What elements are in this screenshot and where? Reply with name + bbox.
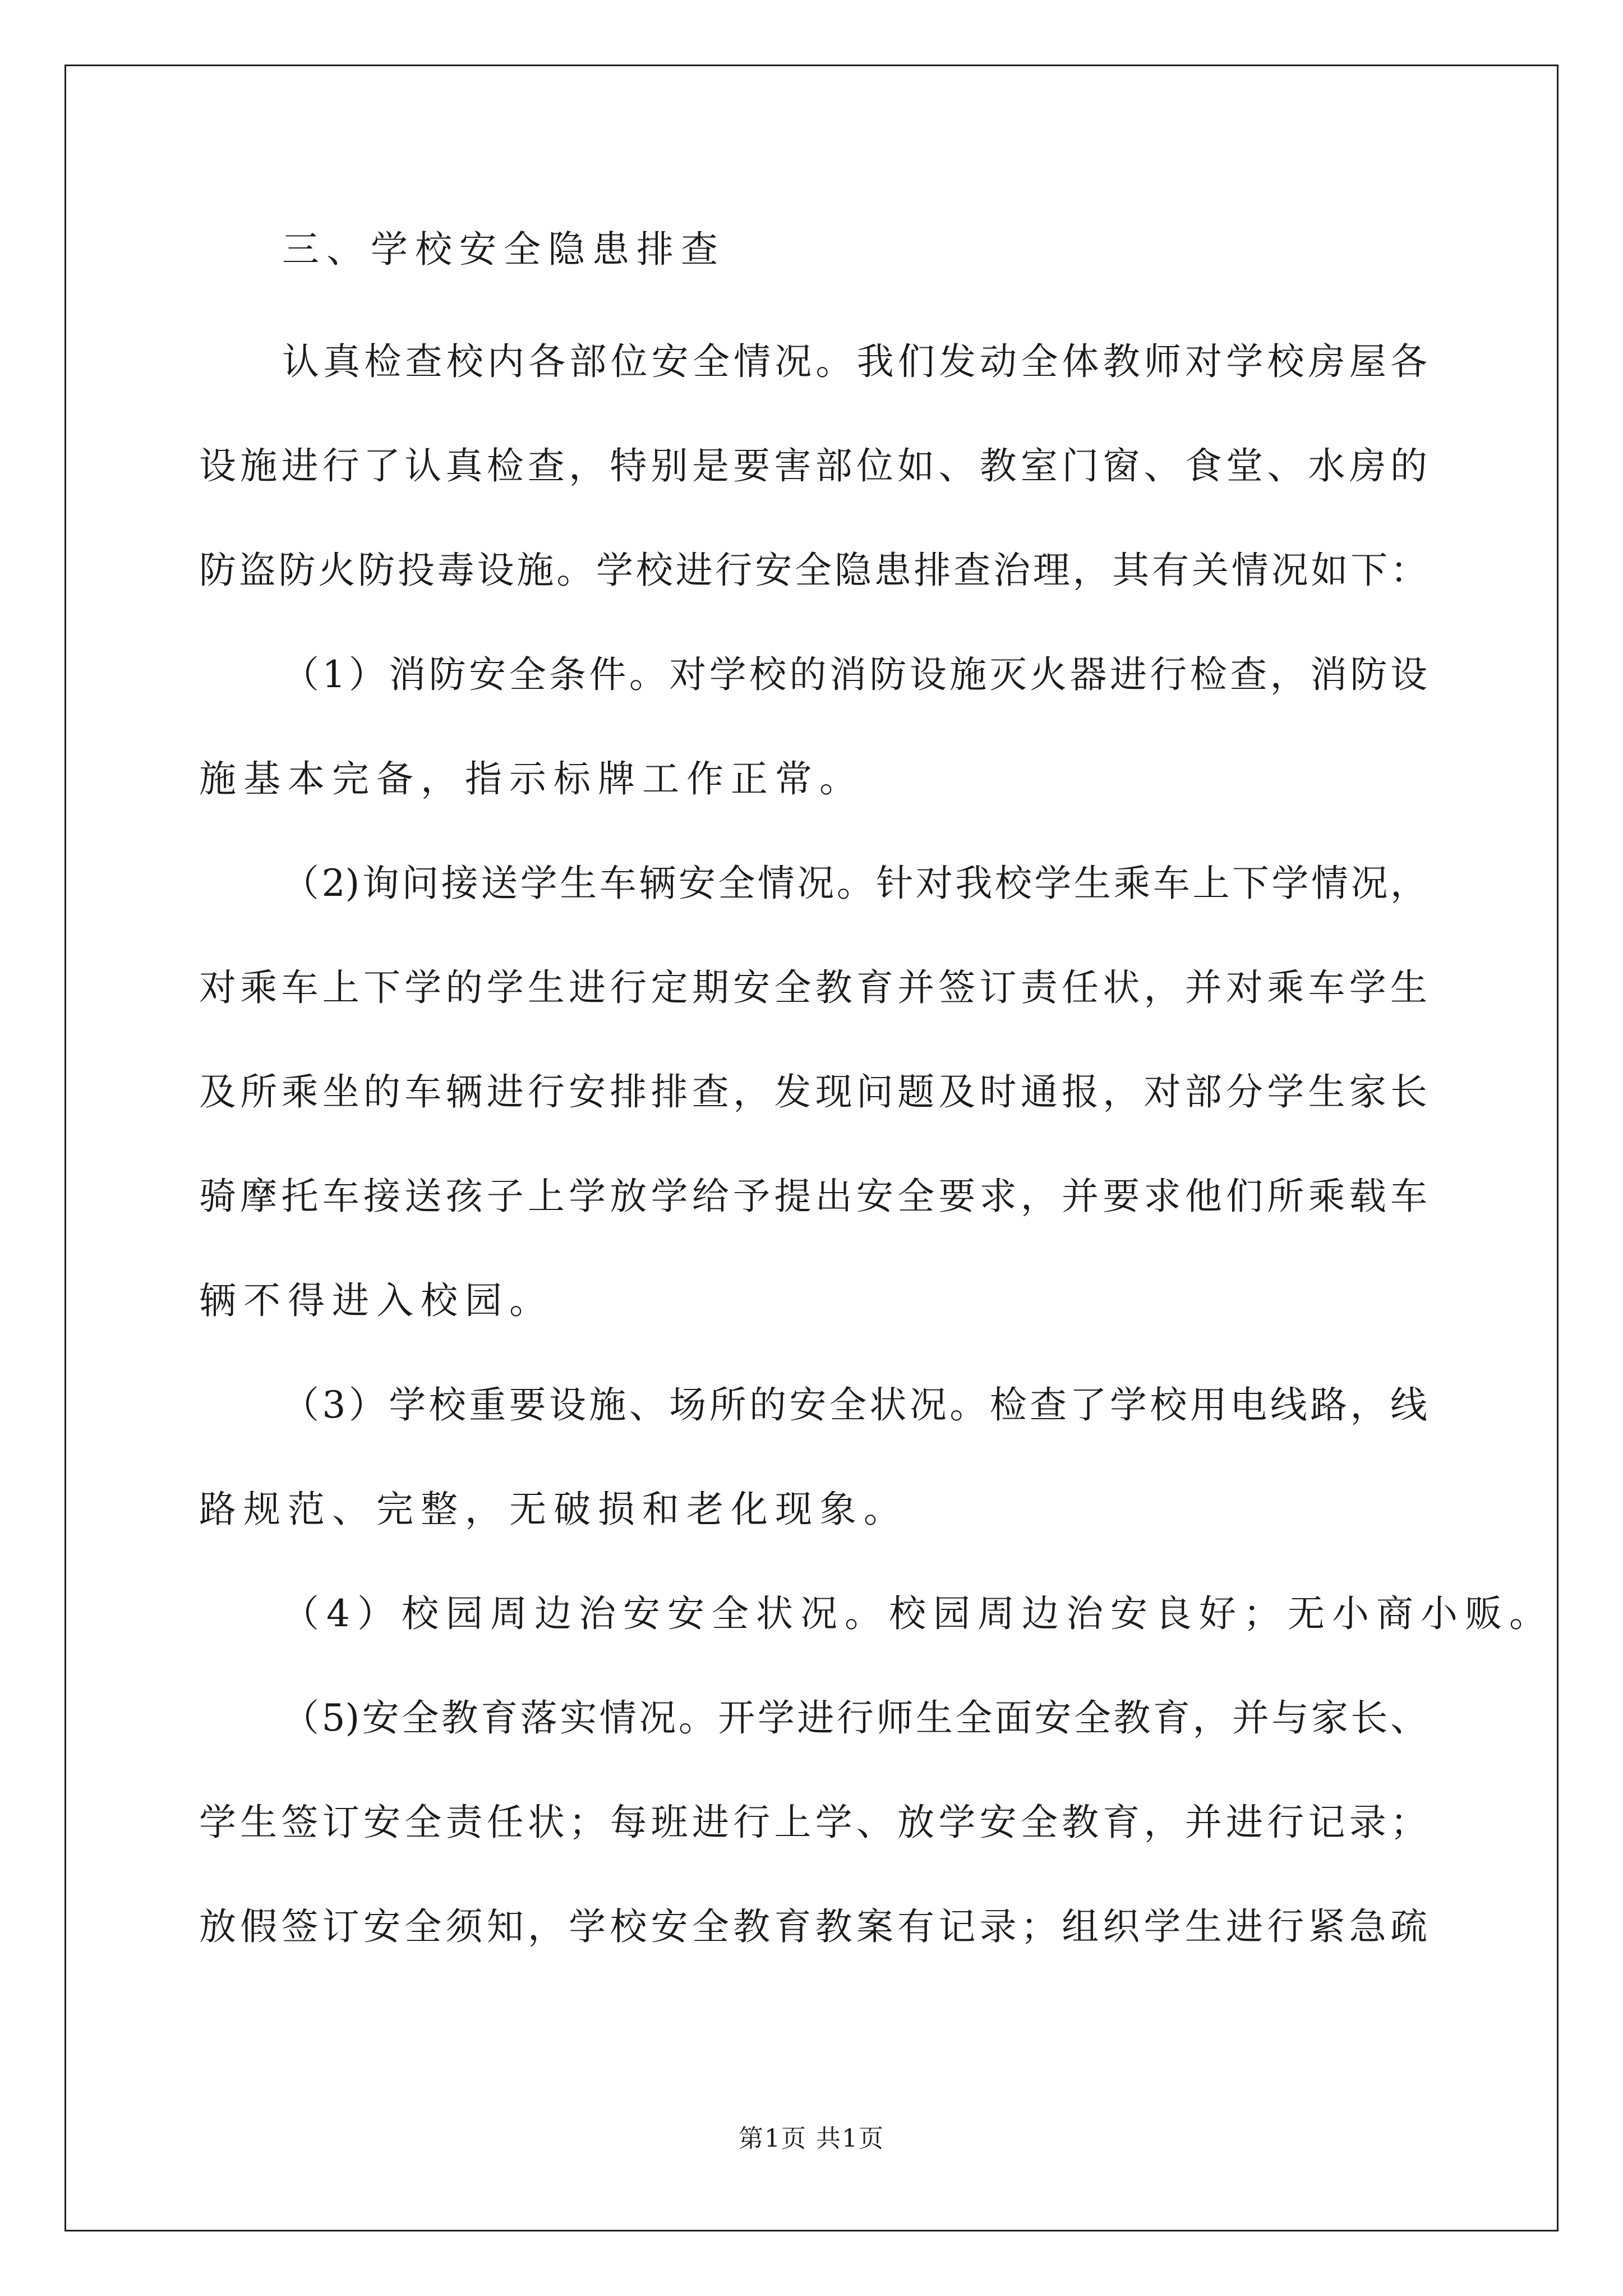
paragraph-6-line-3: 放假签订安全须知，学校安全教育教案有记录；组织学生进行紧急疏 xyxy=(199,1905,1427,1948)
paragraph-3-line-4: 骑摩托车接送孩子上学放学给予提出安全要求，并要求他们所乘载车 xyxy=(199,1175,1427,1218)
paragraph-3-line-3: 及所乘坐的车辆进行安排排查，发现问题及时通报，对部分学生家长 xyxy=(199,1070,1427,1114)
paragraph-4-line-1: （3）学校重要设施、场所的安全状况。检查了学校用电线路，线 xyxy=(282,1383,1427,1427)
paragraph-1-line-1: 认真检查校内各部位安全情况。我们发动全体教师对学校房屋各 xyxy=(282,340,1427,383)
paragraph-1-line-3: 防盗防火防投毒设施。学校进行安全隐患排查治理，其有关情况如下： xyxy=(199,549,1427,592)
paragraph-2-line-1: （1）消防安全条件。对学校的消防设施灭火器进行检查，消防设 xyxy=(282,653,1427,696)
paragraph-6-line-2: 学生签订安全责任状；每班进行上学、放学安全教育，并进行记录； xyxy=(199,1801,1427,1844)
paragraph-6-line-1: （5)安全教育落实情况。开学进行师生全面安全教育，并与家长、 xyxy=(282,1696,1427,1740)
paragraph-1-line-2: 设施进行了认真检查，特别是要害部位如、教室门窗、食堂、水房的 xyxy=(199,444,1427,487)
paragraph-5-line-1: （4）校园周边治安安全状况。校园周边治安良好；无小商小贩。 xyxy=(282,1592,1553,1635)
paragraph-3-line-5: 辆不得进入校园。 xyxy=(199,1279,554,1322)
paragraph-4-line-2: 路规范、完整，无破损和老化现象。 xyxy=(199,1488,908,1531)
paragraph-3-line-1: （2)询问接送学生车辆安全情况。针对我校学生乘车上下学情况， xyxy=(282,862,1427,905)
page-number-footer: 第1页 共1页 xyxy=(739,2124,884,2153)
paragraph-3-line-2: 对乘车上下学的学生进行定期安全教育并签订责任状，并对乘车学生 xyxy=(199,966,1427,1009)
paragraph-2-line-2: 施基本完备，指示标牌工作正常。 xyxy=(199,757,864,800)
section-heading: 三、学校安全隐患排查 xyxy=(282,228,725,271)
